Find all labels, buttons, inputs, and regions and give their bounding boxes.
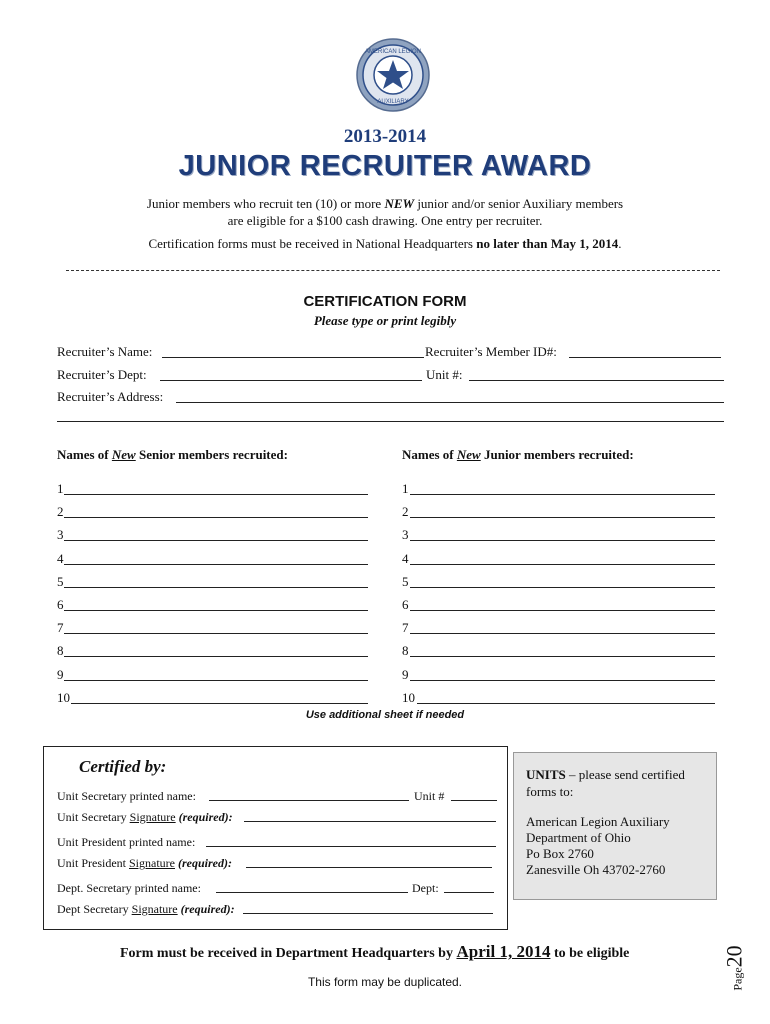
- units-instruction-line-1: [526, 767, 685, 783]
- senior-member-number: 2: [57, 504, 64, 520]
- junior-member-number: 10: [402, 689, 415, 705]
- cert-line-c: .: [618, 236, 622, 251]
- recruiter-id-label: Recruiter’s Member ID#:: [425, 344, 557, 359]
- recruiter-name-field[interactable]: [162, 357, 424, 358]
- deadline-date: April 1, 2014: [456, 942, 551, 961]
- senior-member-number: 6: [57, 597, 64, 612]
- senior-member-name-field[interactable]: [64, 610, 368, 611]
- senior-heading-b: Senior members recruited:: [135, 447, 288, 462]
- address-line-2: Department of Ohio: [526, 830, 631, 845]
- senior-member-name-field[interactable]: [64, 633, 368, 634]
- senior-member-name-field[interactable]: [64, 680, 368, 681]
- senior-list-heading: [57, 447, 288, 463]
- intro-line-1-b: junior and/or senior Auxiliary members: [414, 196, 624, 211]
- dashed-separator: [66, 270, 720, 271]
- units-bold: UNITS: [526, 767, 566, 782]
- unit-number-field[interactable]: [451, 800, 497, 801]
- unit-president-signature-field[interactable]: [246, 867, 492, 868]
- units-rest: – please send certified: [565, 767, 685, 782]
- dept-secretary-sig-b: Signature: [131, 902, 178, 916]
- recruiter-dept-label: Recruiter’s Dept:: [57, 367, 147, 382]
- dept-secretary-sig-c: (required):: [177, 902, 235, 916]
- junior-member-name-field[interactable]: [410, 610, 715, 611]
- unit-label: Unit #:: [426, 367, 463, 382]
- senior-member-name-field[interactable]: [64, 564, 368, 565]
- intro-line-2: are eligible for a $100 cash drawing. One entry per recruiter.: [227, 213, 543, 228]
- junior-list-heading: [402, 447, 634, 463]
- senior-member-name-field[interactable]: [64, 587, 368, 588]
- duplicate-note: This form may be duplicated.: [307, 975, 463, 989]
- unit-president-sig-a: Unit President: [57, 856, 129, 870]
- recruiter-dept-field[interactable]: [160, 380, 422, 381]
- certification-form-heading: CERTIFICATION FORM: [303, 293, 467, 310]
- recruiter-address-field-2[interactable]: [57, 421, 724, 422]
- senior-member-number: 4: [57, 550, 64, 566]
- unit-president-signature-label: [57, 856, 232, 871]
- dept-label: Dept:: [412, 881, 439, 895]
- junior-member-name-field[interactable]: [410, 656, 715, 657]
- unit-field[interactable]: [469, 380, 724, 381]
- junior-member-number: 7: [402, 620, 409, 636]
- junior-member-number: 1: [402, 481, 409, 496]
- junior-heading-a: Names of: [402, 447, 457, 462]
- seal-text-bottom: AUXILIARY: [377, 99, 409, 105]
- junior-member-name-field[interactable]: [410, 587, 715, 588]
- unit-secretary-sig-a: Unit Secretary: [57, 810, 130, 824]
- additional-sheet-note: Use additional sheet if needed: [305, 709, 465, 721]
- certification-deadline-line: [0, 236, 770, 252]
- senior-member-number: 10: [57, 689, 70, 705]
- junior-member-number: 6: [402, 597, 409, 612]
- junior-member-name-field[interactable]: [410, 680, 715, 681]
- year-label: 2013-2014: [343, 126, 427, 147]
- junior-member-name-field[interactable]: [410, 633, 715, 634]
- senior-member-name-field[interactable]: [64, 656, 368, 657]
- junior-member-number: 9: [402, 666, 409, 682]
- unit-president-name-label: Unit President printed name:: [57, 835, 196, 849]
- senior-member-number: 7: [57, 620, 64, 636]
- page-label: Page: [730, 967, 745, 991]
- recruiter-address-label: Recruiter’s Address:: [57, 389, 164, 404]
- department-deadline-line: [120, 942, 629, 962]
- junior-member-name-field[interactable]: [417, 703, 715, 704]
- unit-secretary-name-field[interactable]: [209, 800, 409, 801]
- dept-secretary-name-field[interactable]: [216, 892, 408, 893]
- senior-member-number: 3: [57, 527, 64, 543]
- intro-line-1: [0, 196, 770, 212]
- junior-heading-b: Junior members recruited:: [480, 447, 634, 462]
- dept-secretary-signature-label: [57, 902, 235, 917]
- junior-member-name-field[interactable]: [410, 564, 715, 565]
- units-instruction-line-2: forms to:: [526, 784, 574, 799]
- senior-member-number: 1: [57, 481, 64, 496]
- address-line-1: American Legion Auxiliary: [526, 814, 670, 829]
- junior-member-number: 4: [402, 550, 409, 566]
- junior-heading-new: New: [456, 447, 481, 462]
- senior-heading-new: New: [111, 447, 136, 462]
- seal-text-top: AMERICAN LEGION: [364, 49, 422, 55]
- dept-secretary-sig-a: Dept Secretary: [57, 902, 132, 916]
- unit-number-label: Unit #: [414, 789, 445, 803]
- senior-member-number: 5: [57, 573, 64, 589]
- certified-by-title: Certified by:: [79, 757, 167, 776]
- senior-member-name-field[interactable]: [64, 540, 368, 541]
- deadline-b: to be eligible: [550, 946, 630, 961]
- junior-member-number: 3: [402, 527, 409, 543]
- junior-member-name-field[interactable]: [410, 494, 715, 495]
- cert-line-b: no later than May 1, 2014: [476, 236, 619, 251]
- deadline-a: Form must be received in Department Headquarters by: [120, 946, 457, 961]
- unit-secretary-signature-label: [57, 810, 233, 825]
- unit-president-name-field[interactable]: [206, 846, 496, 847]
- page-number-block: [722, 930, 770, 1000]
- american-legion-auxiliary-seal: [356, 38, 430, 112]
- dept-secretary-signature-field[interactable]: [243, 913, 493, 914]
- page-number: 20: [721, 945, 747, 968]
- senior-member-number: 8: [57, 643, 64, 659]
- certification-form-subheading: Please type or print legibly: [313, 313, 457, 328]
- junior-member-name-field[interactable]: [410, 517, 715, 518]
- recruiter-id-field[interactable]: [569, 357, 721, 358]
- intro-line-1-a: Junior members who recruit ten (10) or more: [146, 196, 385, 211]
- recruiter-address-field[interactable]: [176, 402, 724, 403]
- unit-secretary-name-label: Unit Secretary printed name:: [57, 789, 196, 803]
- junior-member-number: 8: [402, 643, 409, 659]
- address-line-4: Zanesville Oh 43702-2760: [526, 862, 666, 877]
- dept-field[interactable]: [444, 892, 494, 893]
- junior-member-number: 2: [402, 504, 409, 520]
- recruiter-name-label: Recruiter’s Name:: [57, 344, 153, 359]
- senior-member-number: 9: [57, 666, 64, 682]
- unit-president-sig-c: (required):: [175, 856, 232, 870]
- unit-secretary-signature-field[interactable]: [244, 821, 496, 822]
- dept-secretary-name-label: Dept. Secretary printed name:: [57, 881, 201, 895]
- senior-member-name-field[interactable]: [71, 703, 368, 704]
- senior-heading-a: Names of: [57, 447, 112, 462]
- senior-member-name-field[interactable]: [64, 517, 368, 518]
- unit-secretary-sig-c: (required):: [175, 810, 233, 824]
- unit-secretary-sig-b: Signature: [129, 810, 176, 824]
- cert-line-a: Certification forms must be received in National Headquarters: [148, 236, 477, 251]
- page-title: JUNIOR RECRUITER AWARD: [178, 150, 592, 182]
- senior-member-name-field[interactable]: [64, 494, 368, 495]
- junior-member-number: 5: [402, 573, 409, 589]
- unit-president-sig-b: Signature: [129, 856, 175, 870]
- intro-new: NEW: [384, 196, 415, 211]
- junior-member-name-field[interactable]: [410, 540, 715, 541]
- address-line-3: Po Box 2760: [526, 846, 594, 861]
